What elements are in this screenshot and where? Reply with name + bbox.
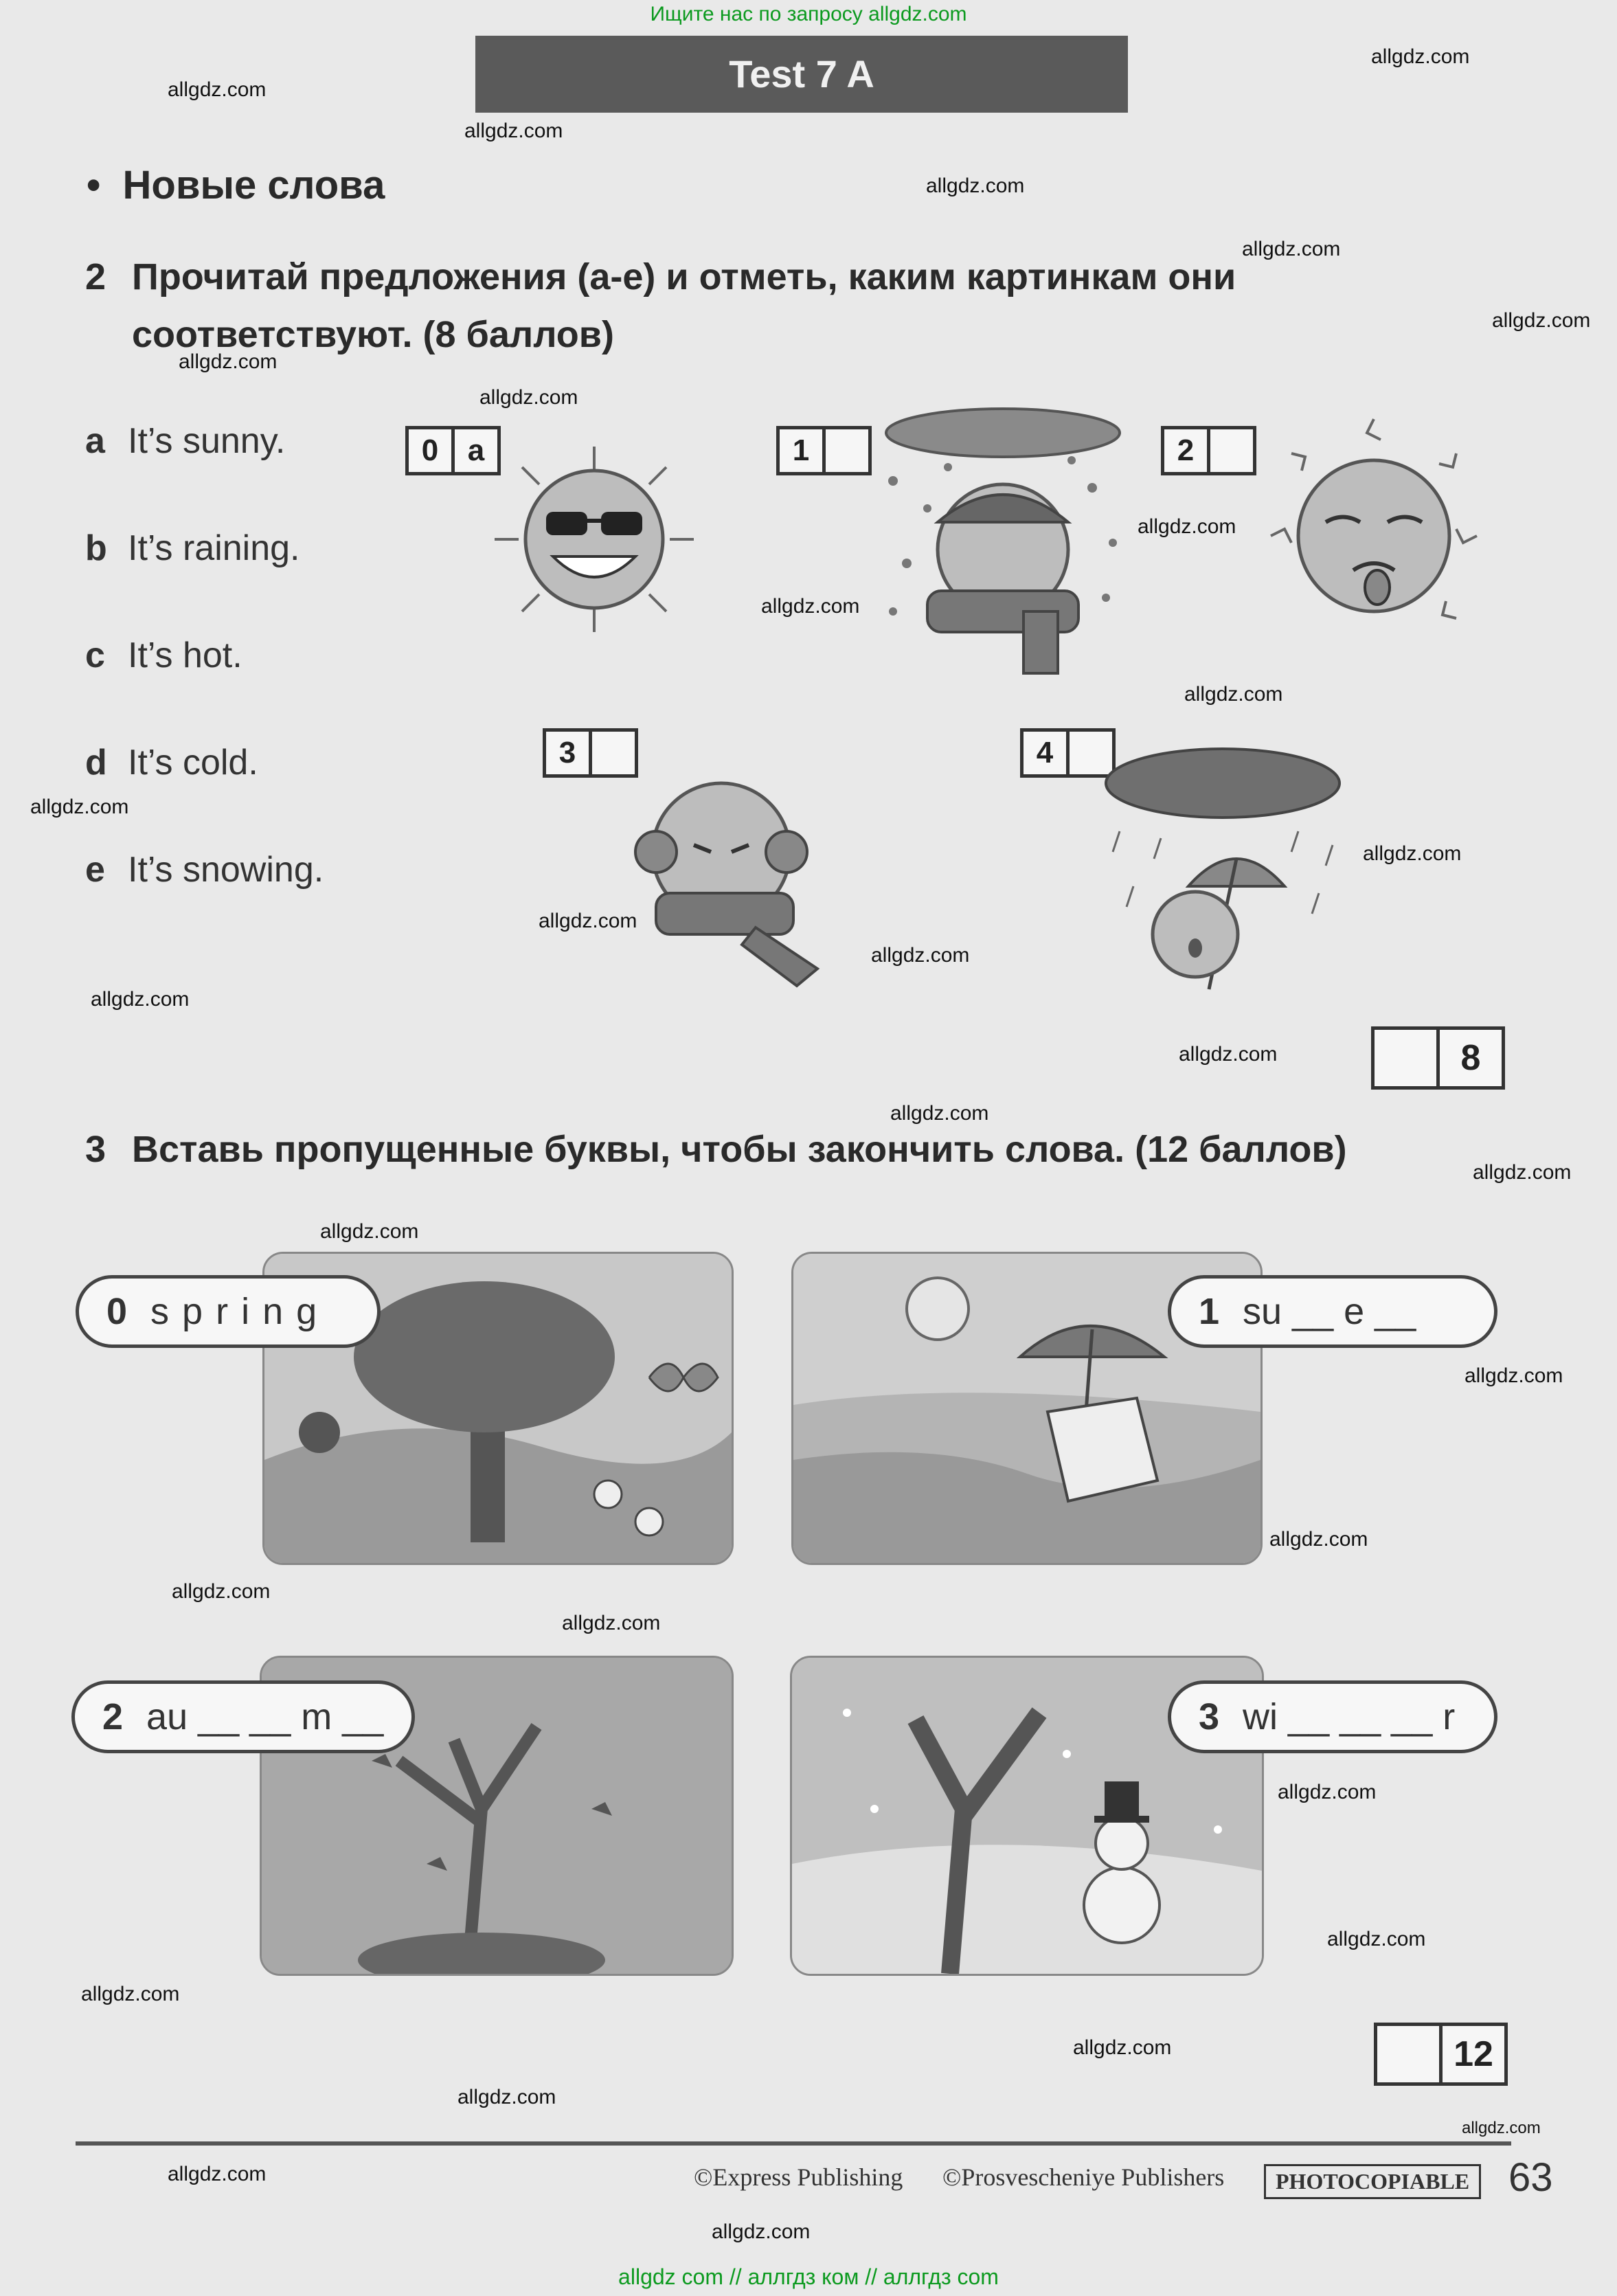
hot-sun-picture	[1250, 412, 1497, 660]
watermark: allgdz.com	[479, 386, 578, 409]
word-pill-0: 0 s p r i n g	[76, 1275, 381, 1348]
watermark: allgdz.com	[562, 1612, 661, 1634]
cold-face-picture	[618, 763, 852, 989]
snowing-face-picture	[866, 405, 1140, 680]
watermark: allgdz.com	[1278, 1781, 1377, 1803]
bottom-banner-link[interactable]: allgdz com // аллгдз ком // аллгдз com	[618, 2264, 999, 2289]
watermark: allgdz.com	[1371, 45, 1470, 68]
bullet-icon: •	[87, 163, 123, 207]
watermark: allgdz.com	[1492, 309, 1591, 332]
watermark: allgdz.com	[1138, 515, 1236, 538]
word-pill-2[interactable]: 2 au __ __ m __	[71, 1680, 415, 1753]
ex3-score-max: 12	[1439, 2026, 1504, 2082]
publisher-prosveshcheniye: ©Prosvescheniye Publishers	[942, 2163, 1225, 2191]
watermark: allgdz.com	[179, 350, 278, 373]
watermark: allgdz.com	[1242, 238, 1341, 260]
test-title: Test 7 A	[475, 36, 1128, 113]
watermark: allgdz.com	[890, 1102, 989, 1125]
watermark: allgdz.com	[1462, 2119, 1541, 2137]
watermark: allgdz.com	[464, 120, 563, 142]
watermark: allgdz.com	[457, 2086, 556, 2108]
ex2-score-max: 8	[1436, 1030, 1502, 1086]
watermark: allgdz.com	[320, 1220, 419, 1243]
watermark: allgdz.com	[1179, 1043, 1278, 1066]
watermark: allgdz.com	[1073, 2036, 1172, 2059]
watermark: allgdz.com	[168, 2163, 267, 2185]
watermark: allgdz.com	[1465, 1364, 1563, 1387]
answer-box-0: 0 a	[405, 426, 501, 475]
ex3-number: 3	[85, 1129, 106, 1170]
watermark: allgdz.com	[761, 595, 860, 618]
watermark: allgdz.com	[30, 796, 129, 818]
ex3-score-input[interactable]	[1377, 2026, 1439, 2082]
watermark: allgdz.com	[539, 910, 637, 932]
word-0-text: s p r i n g	[150, 1291, 319, 1332]
word-3-text: wi __ __ __ r	[1243, 1696, 1456, 1737]
footer-divider	[76, 2141, 1511, 2146]
page-number: 63	[1508, 2155, 1553, 2200]
ex2-score-input[interactable]	[1375, 1030, 1436, 1086]
word-2-text: au __ __ m __	[146, 1696, 384, 1737]
watermark: allgdz.com	[1184, 683, 1283, 706]
watermark: allgdz.com	[91, 988, 190, 1011]
watermark: allgdz.com	[1269, 1528, 1368, 1551]
ex3-instruction: Вставь пропущенные буквы, чтобы закончить слова. (12 баллов)	[132, 1129, 1347, 1170]
sentence-a: a It’s sunny.	[85, 421, 286, 461]
word-1-text: su __ e __	[1243, 1291, 1416, 1332]
answer-box-1[interactable]: 1	[776, 426, 872, 475]
watermark: allgdz.com	[1473, 1161, 1572, 1184]
ex2-instruction-line2: соответствуют. (8 баллов)	[132, 314, 614, 355]
photocopiable-badge: PHOTOCOPIABLE	[1264, 2164, 1481, 2199]
sunny-sun-picture	[481, 440, 708, 639]
sentence-b: b It’s raining.	[85, 528, 300, 568]
section-heading: • Новые слова	[87, 163, 385, 207]
ex2-score-box[interactable]	[1371, 1026, 1505, 1090]
publisher-express: ©Express Publishing	[694, 2163, 903, 2191]
answer-box-2[interactable]: 2	[1161, 426, 1256, 475]
ex2-number: 2	[85, 256, 106, 297]
watermark: allgdz.com	[1363, 842, 1462, 865]
sentence-c: c It’s hot.	[85, 635, 242, 675]
watermark: allgdz.com	[1327, 1928, 1426, 1950]
ex3-score-box[interactable]	[1374, 2023, 1508, 2086]
watermark: allgdz.com	[926, 175, 1025, 197]
raining-face-picture	[1092, 735, 1353, 1024]
sentence-e: e It’s snowing.	[85, 850, 324, 890]
word-pill-3[interactable]: 3 wi __ __ __ r	[1168, 1680, 1497, 1753]
sentence-d: d It’s cold.	[85, 743, 258, 783]
word-pill-1[interactable]: 1 su __ e __	[1168, 1275, 1497, 1348]
top-banner-link[interactable]: Ищите нас по запросу allgdz.com	[650, 3, 967, 25]
ex2-instruction-line1: Прочитай предложения (а-е) и отметь, каким картинкам они	[132, 256, 1236, 297]
watermark: allgdz.com	[168, 78, 267, 101]
watermark: allgdz.com	[871, 944, 970, 967]
answer-box-3[interactable]: 3	[543, 728, 638, 778]
watermark: allgdz.com	[172, 1580, 271, 1603]
watermark: allgdz.com	[712, 2220, 811, 2243]
answer-box-4[interactable]: 4	[1020, 728, 1116, 778]
watermark: allgdz.com	[81, 1983, 180, 2005]
